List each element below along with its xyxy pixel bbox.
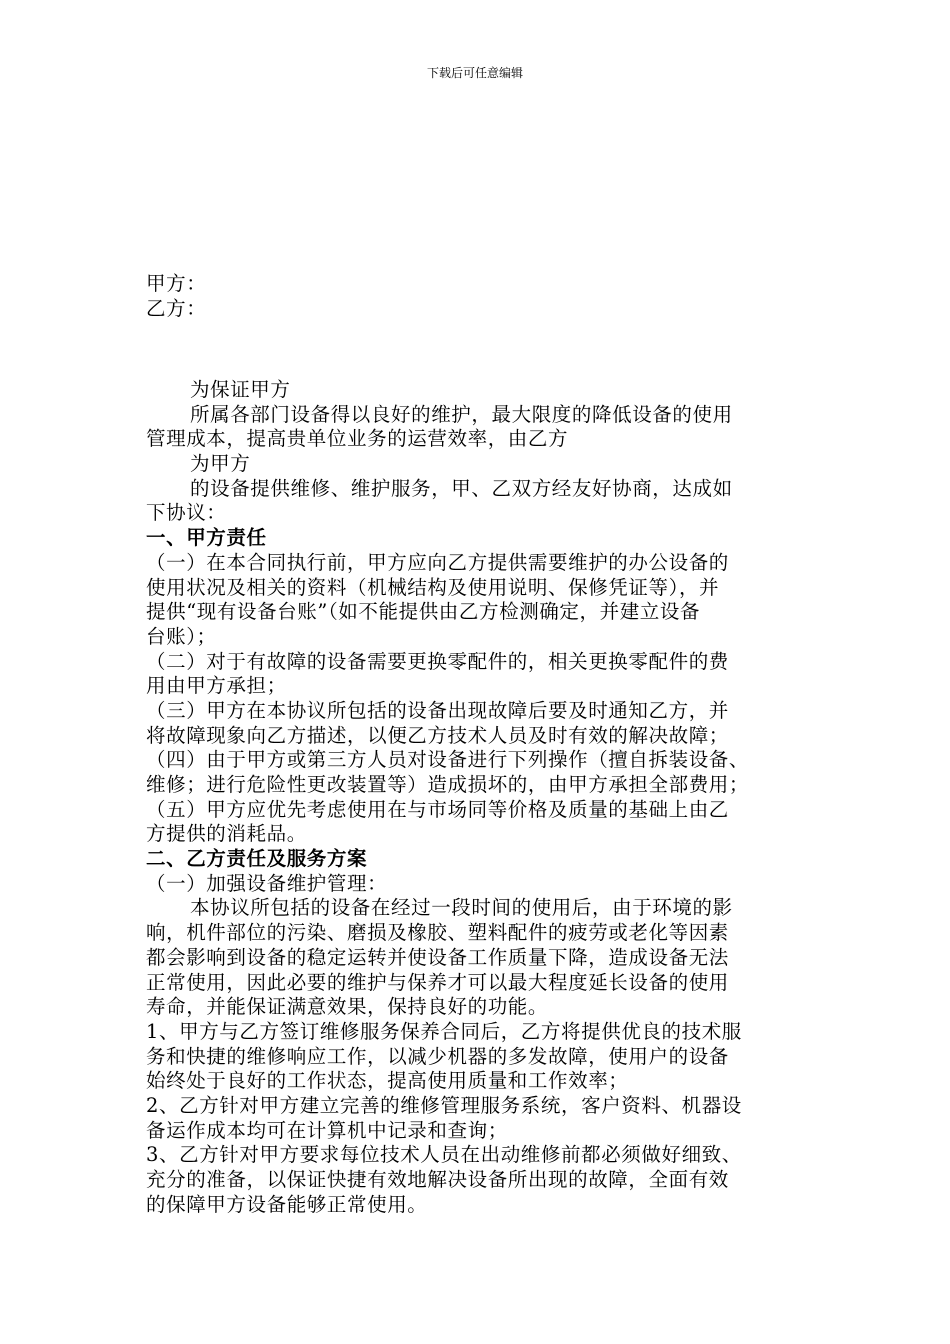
- text-line: （二）对于有故障的设备需要更换零配件的，相关更换零配件的费: [146, 649, 729, 673]
- text-line: （四）由于甲方或第三方人员对设备进行下列操作（擅自拆装设备、: [146, 748, 750, 772]
- party-a-label: 甲方：: [146, 272, 207, 295]
- text-line: 台账）；: [146, 624, 217, 648]
- text-line: （一）在本合同执行前，甲方应向乙方提供需要维护的办公设备的: [146, 550, 729, 574]
- text-line: 务和快捷的维修响应工作，以减少机器的多发故障，使用户的设备: [146, 1044, 729, 1068]
- text-line: 管理成本，提高贵单位业务的运营效率，由乙方: [146, 427, 569, 451]
- text-line: （一）加强设备维护管理：: [146, 871, 388, 895]
- parties-block: [146, 272, 826, 321]
- text-line: 正常使用，因此必要的维护与保养才可以最大程度延长设备的使用: [146, 970, 729, 994]
- text-line: 充分的准备，以保证快捷有效地解决设备所出现的故障，全面有效: [146, 1168, 729, 1191]
- text-line: 1、甲方与乙方签订维修服务保养合同后，乙方将提供优良的技术服: [146, 1019, 742, 1043]
- text-line: （五）甲方应优先考虑使用在与市场同等价格及质量的基础上由乙: [146, 797, 729, 821]
- text-line: 为保证甲方: [190, 378, 291, 401]
- text-line: 3、乙方针对甲方要求每位技术人员在出动维修前都必须做好细致、: [146, 1143, 742, 1167]
- text-line: 使用状况及相关的资料（机械结构及使用说明、保修凭证等），并: [146, 575, 720, 599]
- text-line: 所属各部门设备得以良好的维护，最大限度的降低设备的使用: [190, 402, 733, 426]
- text-line: 2、乙方针对甲方建立完善的维修管理服务系统，客户资料、机器设: [146, 1093, 742, 1117]
- text-line: 下协议：: [146, 501, 227, 525]
- text-line: 方提供的消耗品。: [146, 822, 307, 846]
- text-line: 维修；进行危险性更改装置等）造成损坏的，由甲方承担全部费用；: [146, 773, 750, 796]
- text-line: （三）甲方在本协议所包括的设备出现故障后要及时通知乙方，并: [146, 698, 729, 722]
- section-heading: 一、甲方责任: [146, 526, 267, 550]
- text-line: 始终处于良好的工作状态，提高使用质量和工作效率；: [146, 1069, 629, 1093]
- text-line: 用由甲方承担；: [146, 674, 287, 698]
- text-line: 寿命，并能保证满意效果，保持良好的功能。: [146, 995, 549, 1019]
- text-line: 都会影响到设备的稳定运转并使设备工作质量下降，造成设备无法: [146, 945, 729, 969]
- text-line: 为甲方: [190, 452, 251, 476]
- text-line: 本协议所包括的设备在经过一段时间的使用后，由于环境的影: [190, 896, 733, 920]
- section-heading: 二、乙方责任及服务方案: [146, 847, 368, 871]
- party-b-label: 乙方：: [146, 296, 207, 320]
- page-header: 下载后可任意编辑: [426, 66, 523, 80]
- text-line: 的保障甲方设备能够正常使用。: [146, 1192, 428, 1216]
- agreement-body: [146, 378, 826, 1217]
- text-line: 备运作成本均可在计算机中记录和查询；: [146, 1118, 508, 1142]
- text-line: 的设备提供维修、维护服务，甲、乙双方经友好协商，达成如: [190, 476, 733, 500]
- text-line: 将故障现象向乙方描述，以便乙方技术人员及时有效的解决故障；: [146, 723, 729, 747]
- text-line: 提供“现有设备台账”（如不能提供由乙方检测确定，并建立设备: [146, 600, 701, 624]
- text-line: 响，机件部位的污染、磨损及橡胶、塑料配件的疲劳或老化等因素: [146, 921, 729, 945]
